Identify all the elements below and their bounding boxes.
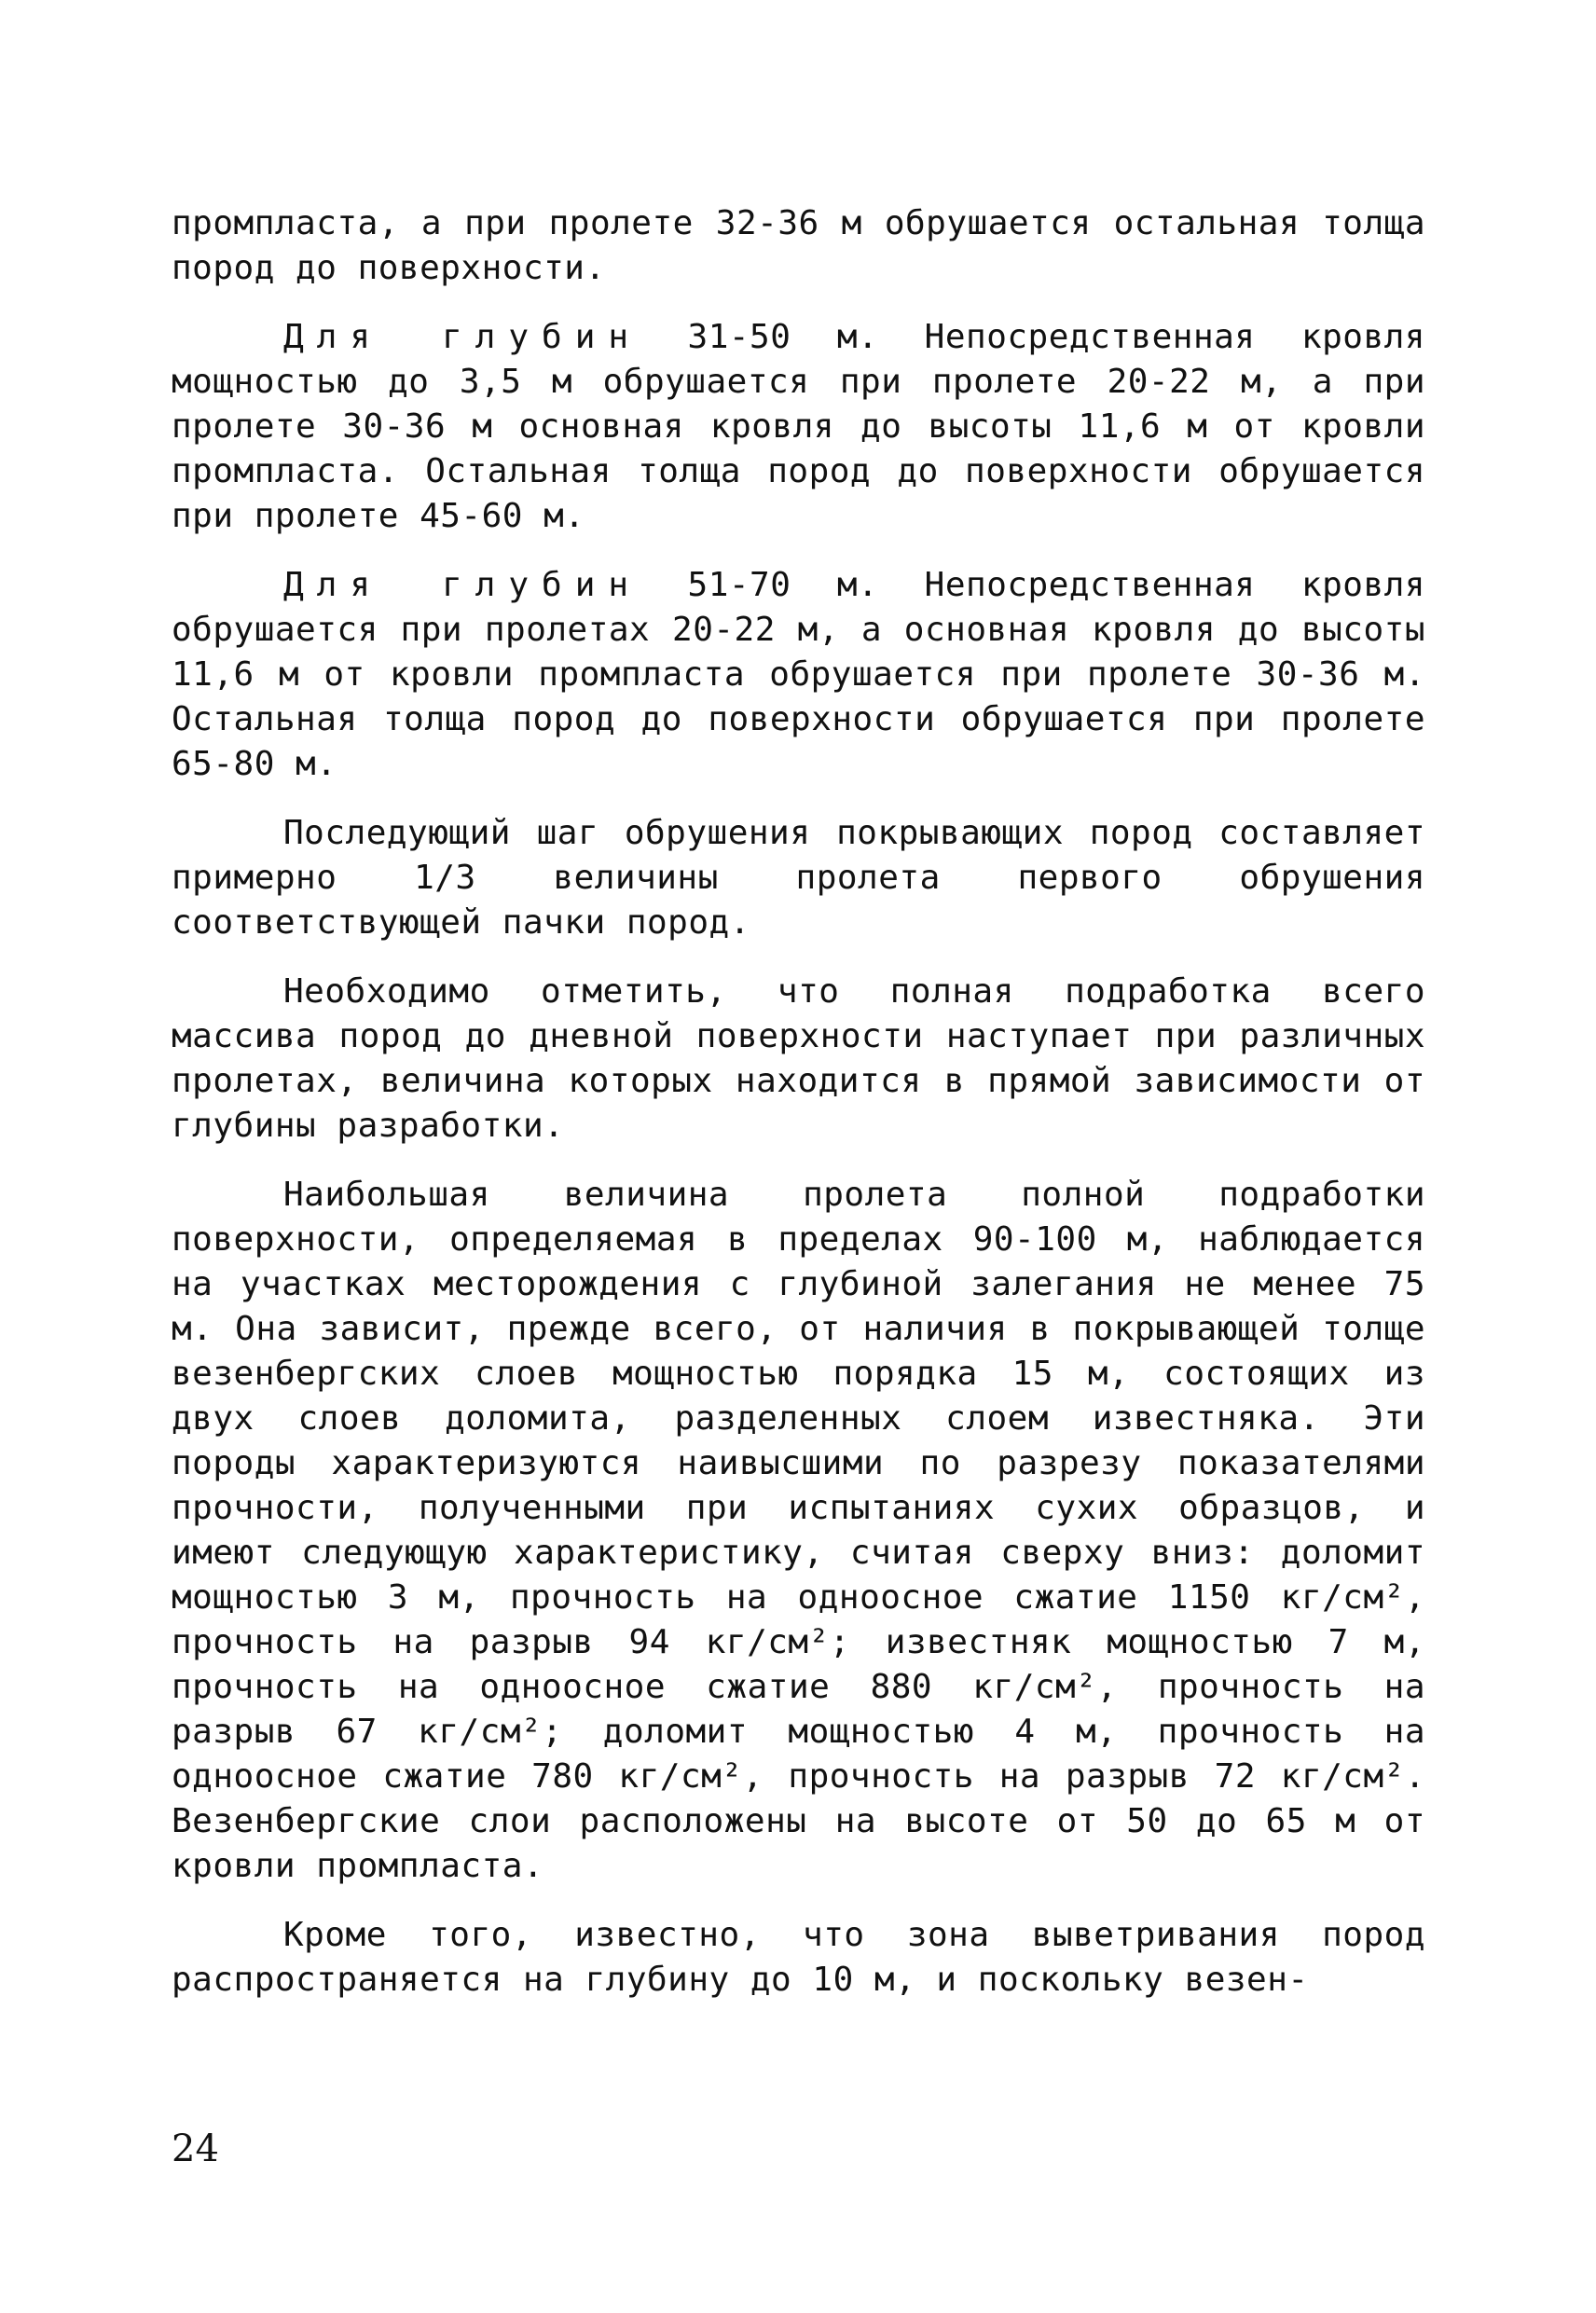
paragraph-2-lead: Для глубин <box>283 318 642 356</box>
paragraph-6 <box>172 1173 1425 1889</box>
paragraph-3-text: 51-70 м. Непосредственная кровля обрушается при пролетах 20-22 м, а основная кровля до высоты 11,6 м от кровли промпласта обрушается при пролете 30-36 м. Остальная толща пород до поверхности обрушается при пролете 65-80 м. <box>172 566 1425 783</box>
page-number: 24 <box>172 2127 219 2170</box>
paragraph-4-text: Последующий шаг обрушения покрывающих пород составляет примерно 1/3 величины пролета первого обрушения соответствующей пачки пород. <box>172 814 1425 942</box>
paragraph-7 <box>172 1913 1425 2003</box>
paragraph-7-text: Кроме того, известно, что зона выветривания пород распространяется на глубину до 10 м, и поскольку везен- <box>172 1916 1425 1999</box>
paragraph-1 <box>172 201 1425 291</box>
page-body <box>172 201 1425 2003</box>
paragraph-4 <box>172 811 1425 945</box>
paragraph-5 <box>172 970 1425 1149</box>
paragraph-5-text: Необходимо отметить, что полная подработка всего массива пород до дневной поверхности наступает при различных пролетах, величина которых находится в прямой зависимости от глубины разработки. <box>172 972 1425 1145</box>
paragraph-6-text: Наибольшая величина пролета полной подработки поверхности, определяемая в пределах 90-100 м, наблюдается на участках месторождения с глубиной залегания не менее 75 м. Она зависит, прежде всего, от наличия в покрывающей толще везенбергских слоев мощностью порядка 15 м, состоящих из двух слоев доломита, разделенных слоем известняка. Эти породы характеризуются наивысшими по разрезу показателями прочности, полученными при испытаниях сухих образцов, и имеют следующую характеристику, считая сверху вниз: доломит мощностью 3 м, прочность на одноосное сжатие 1150 кг/см², прочность на разрыв 94 кг/см²; известняк мощностью 7 м, прочность на одноосное сжатие 880 кг/см², прочность на разрыв 67 кг/см²; доломит мощностью 4 м, прочность на одноосное сжатие 780 кг/см², прочность на разрыв 72 кг/см². Везенбергские слои расположены на высоте от 50 до 65 м от кровли промпласта. <box>172 1176 1425 1885</box>
paragraph-2-text: 31-50 м. Непосредственная кровля мощностью до 3,5 м обрушается при пролете 20-22 м, а при пролете 30-36 м основная кровля до высоты 11,6 м от кровли промпласта. Остальная толща пород до поверхности обрушается при пролете 45-60 м. <box>172 318 1425 535</box>
paragraph-3 <box>172 563 1425 787</box>
paragraph-2 <box>172 315 1425 539</box>
paragraph-1-text: промпласта, а при пролете 32-36 м обрушается остальная толща пород до поверхности. <box>172 204 1425 287</box>
paragraph-3-lead: Для глубин <box>283 566 642 604</box>
